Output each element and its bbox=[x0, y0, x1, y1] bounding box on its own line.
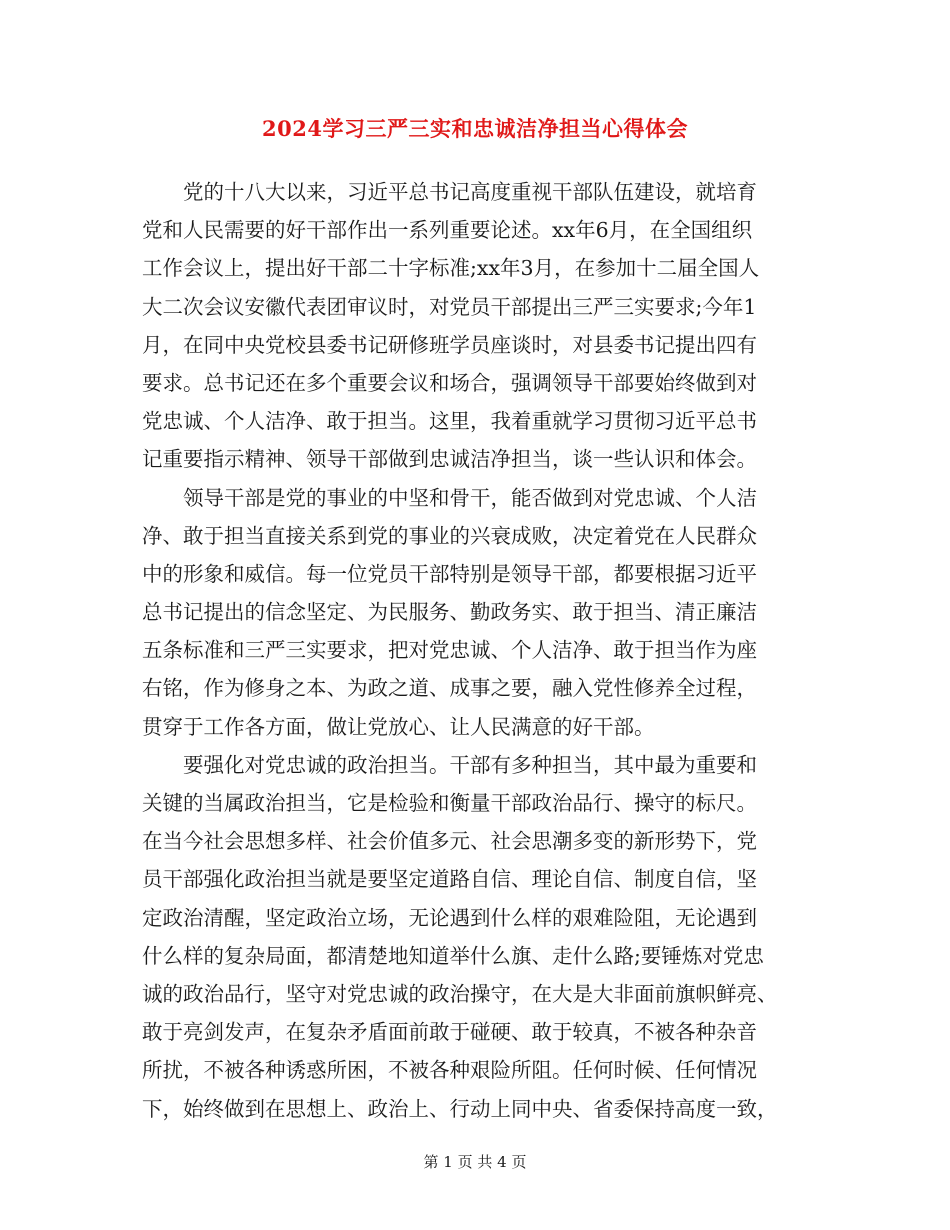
paragraph-line: 在当今社会思想多样、社会价值多元、社会思潮多变的新形势下，党 bbox=[142, 829, 757, 854]
paragraph-line: 总书记提出的信念坚定、为民服务、勤政务实、敢于担当、清正廉洁 bbox=[142, 600, 757, 625]
paragraph-line: 月，在同中央党校县委书记研修班学员座谈时，对县委书记提出四有 bbox=[142, 332, 757, 357]
paragraph-line: 员干部强化政治担当就是要坚定道路自信、理论自信、制度自信，坚 bbox=[142, 867, 757, 892]
paragraph-line: 右铭，作为修身之本、为政之道、成事之要，融入党性修养全过程， bbox=[142, 676, 757, 701]
paragraph-line: 工作会议上，提出好干部二十字标准;xx年3月，在参加十二届全国人 bbox=[142, 256, 760, 281]
paragraph-line: 中的形象和威信。每一位党员干部特别是领导干部，都要根据习近平 bbox=[142, 561, 757, 586]
paragraph-line: 诚的政治品行，坚守对党忠诚的政治操守，在大是大非面前旗帜鲜亮、 bbox=[142, 981, 778, 1006]
paragraph-line: 定政治清醒，坚定政治立场，无论遇到什么样的艰难险阻，无论遇到 bbox=[142, 905, 757, 930]
paragraph-line: 所扰，不被各种诱惑所困，不被各种艰险所阻。任何时候、任何情况 bbox=[142, 1058, 757, 1083]
paragraph-line: 党和人民需要的好干部作出一系列重要论述。xx年6月，在全国组织 bbox=[142, 218, 753, 243]
paragraph-line: 什么样的复杂局面，都清楚地知道举什么旗、走什么路;要锤炼对党忠 bbox=[142, 943, 764, 968]
paragraph-line: 关键的当属政治担当，它是检验和衡量干部政治品行、操守的标尺。 bbox=[142, 791, 757, 815]
page-number-footer: 第 1 页 共 4 页 bbox=[423, 1153, 527, 1171]
paragraph-line: 下，始终做到在思想上、政治上、行动上同中央、省委保持高度一致， bbox=[142, 1096, 778, 1121]
paragraph-line: 敢于亮剑发声，在复杂矛盾面前敢于碰硬、敢于较真，不被各种杂音 bbox=[142, 1020, 757, 1045]
paragraph-line: 要求。总书记还在多个重要会议和场合，强调领导干部要始终做到对 bbox=[142, 370, 757, 395]
paragraph-line: 党忠诚、个人洁净、敢于担当。这里，我着重就学习贯彻习近平总书 bbox=[142, 409, 757, 434]
paragraph-line: 要强化对党忠诚的政治担当。干部有多种担当，其中最为重要和 bbox=[183, 752, 757, 777]
document-title: 2024学习三严三实和忠诚洁净担当心得体会 bbox=[262, 116, 688, 141]
paragraph-line: 党的十八大以来，习近平总书记高度重视干部队伍建设，就培育 bbox=[183, 180, 757, 204]
paragraph-line: 领导干部是党的事业的中坚和骨干，能否做到对党忠诚、个人洁 bbox=[183, 485, 757, 510]
paragraph-line: 大二次会议安徽代表团审议时，对党员干部提出三严三实要求;今年1 bbox=[142, 294, 757, 319]
paragraph-line: 五条标准和三严三实要求，把对党忠诚、个人洁净、敢于担当作为座 bbox=[142, 638, 757, 663]
document-body bbox=[142, 173, 802, 1128]
paragraph-line: 记重要指示精神、领导干部做到忠诚洁净担当，谈一些认识和体会。 bbox=[142, 447, 757, 472]
paragraph-line: 净、敢于担当直接关系到党的事业的兴衰成败，决定着党在人民群众 bbox=[142, 523, 757, 548]
paragraph-line: 贯穿于工作各方面，做让党放心、让人民满意的好干部。 bbox=[142, 714, 655, 739]
